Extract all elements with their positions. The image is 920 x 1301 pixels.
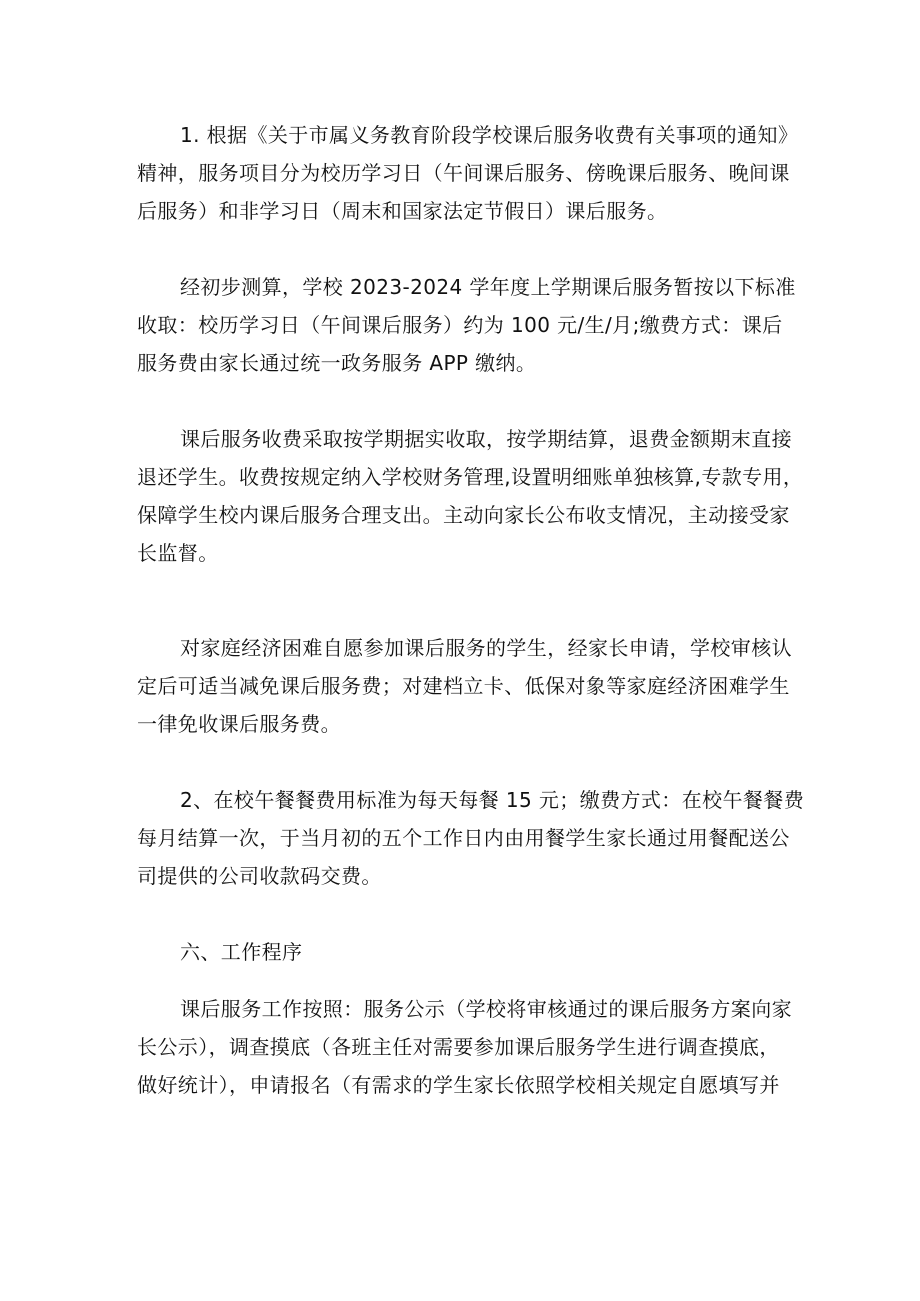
paragraph-fee-reduction	[137, 629, 792, 743]
text-line: 一律免收课后服务费。	[137, 712, 341, 736]
text-line: 长公示），调查摸底（各班主任对需要参加课后服务学生进行调查摸底，	[137, 1035, 780, 1059]
text-line: 1. 根据《关于市属义务教育阶段学校课后服务收费有关事项的通知》	[180, 123, 799, 147]
text-line: 后服务）和非学习日（周末和国家法定节假日）课后服务。	[137, 199, 668, 223]
text-line: 保障学生校内课后服务合理支出。主动向家长公布收支情况，主动接受家	[137, 503, 790, 527]
text-line: 对家庭经济困难自愿参加课后服务的学生，经家长申请，学校审核认	[180, 636, 792, 660]
text-line: 课后服务工作按照：服务公示（学校将审核通过的课后服务方案向家	[180, 997, 792, 1021]
text-line: 长监督。	[137, 541, 219, 565]
section-heading-text: 六、工作程序	[180, 940, 303, 964]
text-line: 经初步测算，学校 2023-2024 学年度上学期课后服务暂按以下标准	[180, 275, 796, 299]
text-line: 做好统计），申请报名（有需求的学生家长依照学校相关规定自愿填写并	[137, 1073, 780, 1097]
paragraph-lunch-fee	[137, 781, 805, 895]
paragraph-fee-standard	[137, 268, 796, 382]
text-line: 2、在校午餐餐费用标准为每天每餐 15 元；缴费方式：在校午餐餐费	[180, 788, 805, 812]
section-heading-work-procedure	[137, 933, 787, 971]
text-line: 每月结算一次，于当月初的五个工作日内由用餐学生家长通过用餐配送公	[137, 826, 790, 850]
paragraph-fee-items	[137, 116, 799, 230]
text-line: 服务费由家长通过统一政务服务 APP 缴纳。	[137, 351, 537, 375]
text-line: 收取：校历学习日（午间课后服务）约为 100 元/生/月;缴费方式：课后	[137, 313, 783, 337]
text-line: 退还学生。收费按规定纳入学校财务管理,设置明细账单独核算,专款专用，	[137, 465, 804, 489]
text-line: 定后可适当减免课后服务费；对建档立卡、低保对象等家庭经济困难学生	[137, 674, 790, 698]
paragraph-procedure	[137, 990, 792, 1104]
text-line: 司提供的公司收款码交费。	[137, 864, 382, 888]
text-line: 精神，服务项目分为校历学习日（午间课后服务、傍晚课后服务、晚间课	[137, 161, 790, 185]
paragraph-fee-management	[137, 420, 804, 572]
text-line: 课后服务收费采取按学期据实收取，按学期结算，退费金额期末直接	[180, 427, 792, 451]
